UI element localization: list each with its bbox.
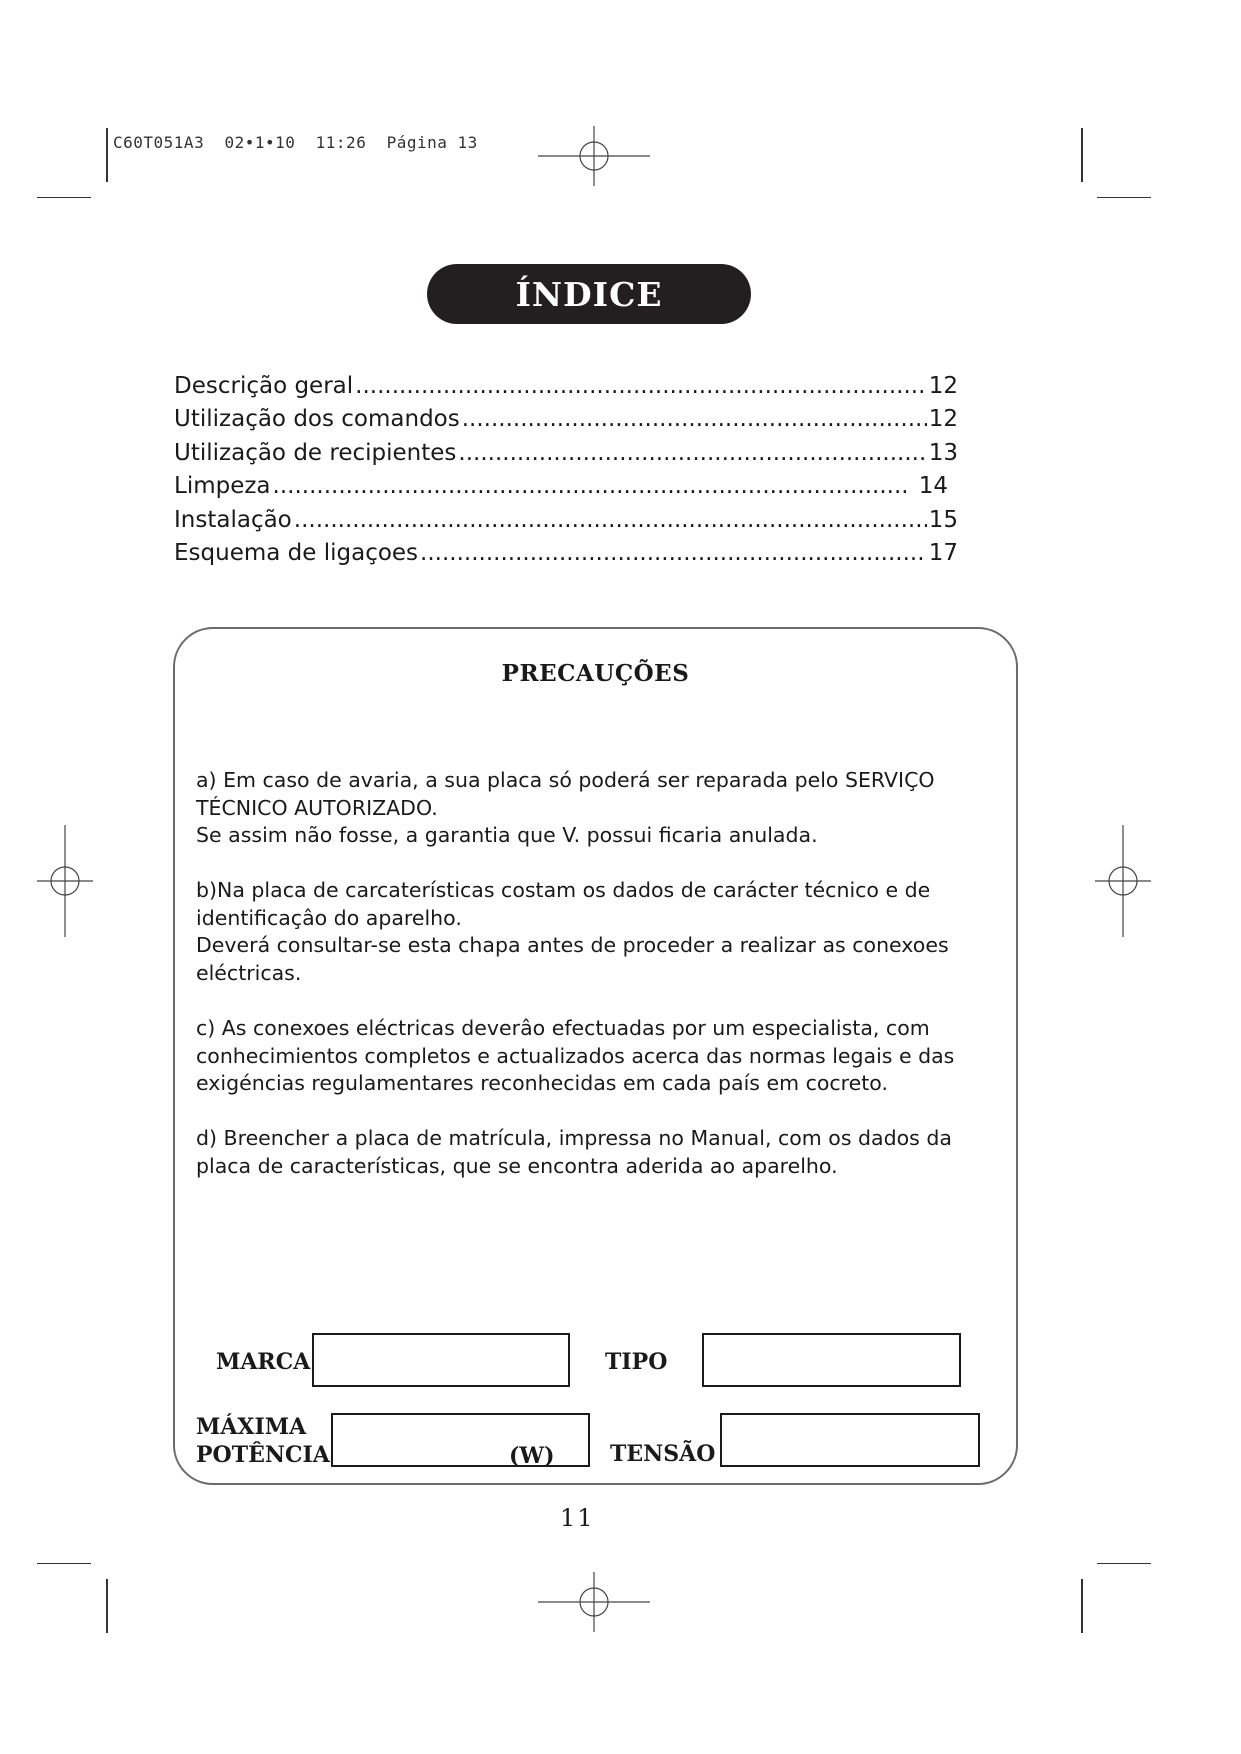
marca-label: MARCA	[216, 1349, 311, 1375]
print-header: C60T051A3 02•1•10 11:26 Página 13	[113, 133, 478, 152]
precaution-text: Se assim não fosse, a garantia que V. possui ficaria anulada.	[196, 823, 818, 847]
toc-entry-page: 12	[928, 406, 958, 433]
toc-entry-label: Descrição geral	[174, 373, 354, 399]
tipo-label: TIPO	[605, 1349, 668, 1375]
crop-mark	[1081, 1579, 1083, 1633]
toc-leader	[420, 540, 927, 566]
crop-mark	[106, 128, 108, 182]
tensao-label: TENSÃO	[610, 1441, 716, 1467]
crop-mark	[37, 1563, 91, 1564]
page-title: ÍNDICE	[427, 264, 751, 324]
precaution-text: a) Em caso de avaria, a sua placa só poderá ser reparada pelo SERVIÇO TÉCNICO AUTORIZADO.	[196, 768, 935, 820]
watts-unit: (W)	[509, 1443, 555, 1469]
crop-mark	[106, 1579, 108, 1633]
precaution-text: b)Na placa de carcaterísticas costam os dados de carácter técnico e de identificaçâo do aparelho.	[196, 878, 931, 930]
tensao-field[interactable]	[720, 1413, 980, 1467]
toc-entry-page: 12	[928, 373, 958, 399]
toc-entry-label: Utilização dos comandos	[174, 406, 460, 433]
table-of-contents	[174, 373, 958, 573]
crop-mark	[37, 197, 91, 198]
precaution-text: c) As conexoes eléctricas deverâo efectuadas por um especialista, com conhecimientos completos e actualizados acerca das normas legais e das exigéncias regulamentares reconhecidas em cada país em cocreto.	[196, 1016, 955, 1095]
toc-entry-label: Esquema de ligaçoes	[174, 539, 419, 566]
toc-entry-label: Utilização de recipientes	[174, 439, 457, 466]
registration-mark-icon	[538, 126, 650, 186]
precaution-text: d) Breencher a placa de matrícula, impressa no Manual, com os dados da placa de características, que se encontra aderida ao aparelho.	[196, 1126, 952, 1178]
precaution-item-a	[196, 767, 996, 850]
precaution-item-d	[196, 1125, 996, 1180]
precaution-item-c	[196, 1015, 996, 1098]
crop-mark	[1097, 1563, 1151, 1564]
toc-entry-label: Instalação	[174, 506, 292, 533]
registration-mark-icon	[1095, 825, 1151, 937]
toc-entry[interactable]	[174, 473, 958, 506]
toc-entry[interactable]	[174, 373, 958, 406]
precautions-title: PRECAUÇÕES	[501, 660, 690, 687]
precaution-text: Deverá consultar-se esta chapa antes de proceder a realizar as conexoes eléctricas.	[196, 933, 949, 985]
toc-leader	[355, 373, 927, 399]
toc-entry-page: 17	[928, 539, 958, 566]
maxima-label: MÁXIMA	[196, 1414, 307, 1440]
toc-entry[interactable]	[174, 440, 958, 473]
toc-entry-page: 14	[911, 473, 948, 500]
toc-entry[interactable]	[174, 540, 958, 573]
crop-mark	[1097, 197, 1151, 198]
toc-entry[interactable]	[174, 406, 958, 439]
registration-mark-icon	[538, 1572, 650, 1632]
potencia-label: POTÊNCIA	[196, 1442, 330, 1468]
toc-entry-page: 13	[928, 439, 958, 466]
toc-leader	[462, 406, 927, 432]
toc-entry[interactable]	[174, 507, 958, 540]
registration-mark-icon	[37, 825, 93, 937]
tipo-field[interactable]	[702, 1333, 961, 1387]
toc-leader	[458, 440, 926, 466]
toc-entry-page: 15	[928, 506, 958, 533]
crop-mark	[1081, 128, 1083, 182]
marca-field[interactable]	[312, 1333, 570, 1387]
page-number: 11	[560, 1504, 595, 1532]
toc-leader	[294, 507, 927, 533]
toc-leader	[273, 473, 910, 499]
toc-entry-label: Limpeza	[174, 473, 271, 500]
precaution-item-b	[196, 877, 996, 987]
